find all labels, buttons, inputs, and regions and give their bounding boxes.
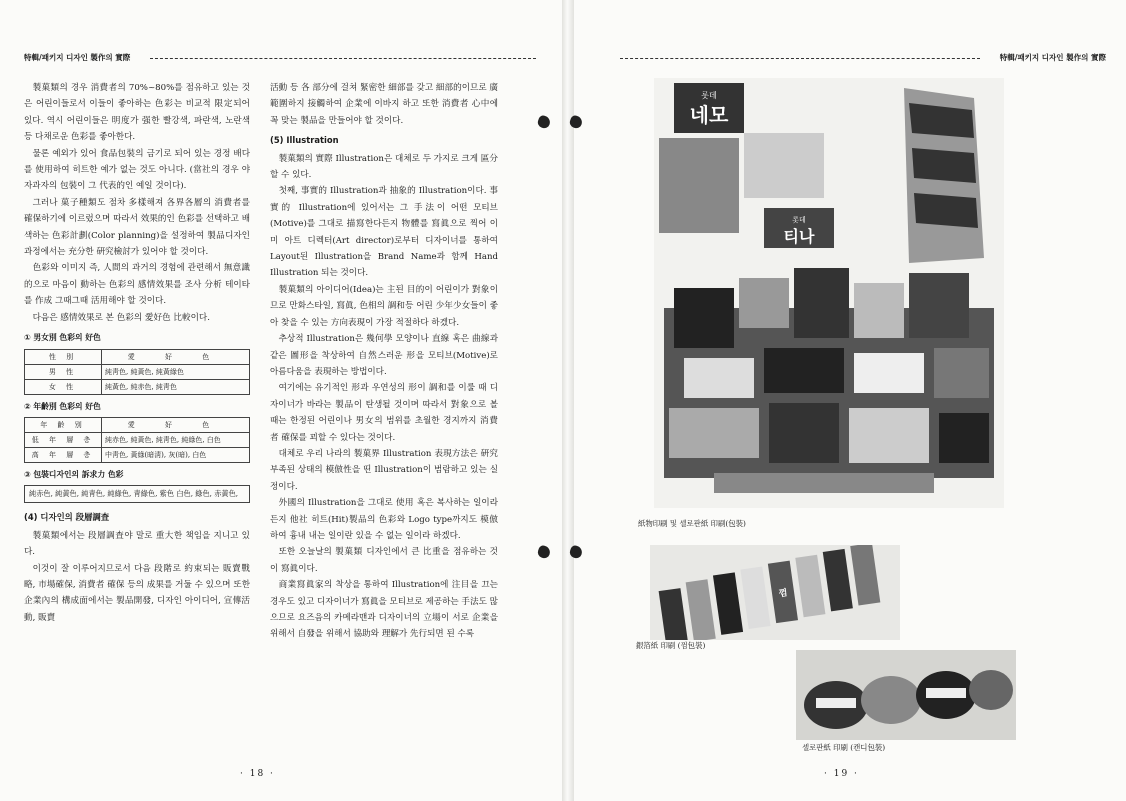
gum-package-photo (650, 545, 900, 640)
table-cell: 高 年 層 층 (25, 447, 102, 462)
gender-color-table (24, 349, 250, 395)
paragraph: 外國의 Illustration을 그대로 使用 혹은 복사하는 일이라든지 他社 히트(Hit)製品의 色彩와 Logo type까지도 模倣하여 흉내 내는 일이란 있을 수 없는 일이라 하겠다. (270, 498, 498, 541)
snack-package-display-photo (654, 78, 1004, 508)
section-heading: (4) 디자인의 段層調査 (24, 512, 110, 523)
table-row (25, 417, 250, 432)
ink-blot-mark (536, 544, 551, 559)
paragraph: 製菓類의 實際 Illustration은 대체로 두 가지로 크게 區分할 수 있다. (270, 153, 498, 181)
appeal-color-box: 純赤色, 純黃色, 純靑色, 純綠色, 靑綠色, 紫色 白色, 綠色, 赤黃色, (24, 485, 250, 503)
table-row (25, 364, 250, 379)
box-title: ③ 包裝디자인의 訴求力 色彩 (24, 469, 124, 479)
package-box (659, 138, 739, 233)
table-row (25, 349, 250, 364)
paragraph: 製菓類에서는 段層調査야 말로 重大한 책임을 지니고 있다. (24, 530, 250, 558)
left-column (24, 80, 250, 626)
table-cell: 低 年 層 층 (25, 432, 102, 447)
paragraph: 製菓類의 경우 消費者의 70%~80%를 점유하고 있는 것은 어린이들로서 이들이 좋아하는 色彩는 비교적 限定되어 있다. 역시 어린이들은 明度가 强한 빨강색, 파란색, 노란색 등 다채로운 色彩를 좋아한다. (24, 83, 250, 143)
package-box (744, 133, 824, 198)
table-cell: 純黃色, 純赤色, 純靑色 (102, 379, 250, 394)
section-heading: (5) Illustration (270, 135, 339, 146)
left-page (0, 0, 562, 801)
paragraph: 商業寫眞家의 착상을 통하여 Illustration에 注目을 끄는 경우도 있고 디자이너가 寫眞을 모티브로 제공하는 手法도 많으므로 요즈음의 카메라맨과 디자이너의 立場이 서로 企業을 위해서 自發을 위해서 協助와 理解가 先行되면 된 수록 (270, 580, 498, 640)
page-number: · 19 · (824, 769, 859, 779)
photo-caption: 紙物印刷 및 셀로판紙 印刷(包裝) (638, 519, 746, 528)
paragraph: 또한 오늘날의 製菓類 디자인에서 큰 比重을 점유하는 것이 寫眞이다. (270, 547, 498, 574)
package-name-label: 네모 (689, 103, 729, 127)
header-rule (620, 58, 980, 59)
table-cell: 愛 好 色 (102, 417, 250, 432)
running-head: 特輯/패키지 디자인 製作의 實際 (24, 53, 131, 62)
paragraph: 여기에는 유기적인 形과 우연성의 形이 調和를 이룰 때 디자이너가 바라는 製品이 탄생될 것이며 따라서 對象으로 볼 때는 한정된 어린이나 男女의 범위를 초월한 경지까지 消費者 確保를 꾀할 수 있다는 것이다. (270, 383, 498, 443)
paragraph: 다음은 感情效果로 본 色彩의 愛好色 比較이다. (32, 312, 210, 323)
paragraph: 첫째, 事實的 Illustration과 抽象的 Illustration이다. 事實的 Illustration에 있어서는 그 手法이 어떤 모티브(Motive)를 그대로 描寫한다든지 物體를 寫眞으로 찍어 이미 아트 디렉터(Art director)로부터 디자이너를 통하여 Layout된 Illustration을 Brand Name과 함께 Hand Illustration 되는 것이다. (270, 186, 498, 279)
table-cell: 男 性 (25, 364, 102, 379)
package-box-nemo (674, 83, 744, 133)
paragraph: 活動 등 各 部分에 걸쳐 緊密한 細部를 갖고 細部的이므로 廣範圍하지 接觸하여 企業에 이바지 하고 또한 消費者 心中에 꼭 맞는 製品을 만들어야 할 것이다. (270, 83, 498, 126)
package-box-tina (764, 208, 834, 248)
paragraph: 물론 예외가 있어 食品包裝의 금기로 되어 있는 경정 배다를 使用하여 히트한 예가 없는 것도 아니다. (當社의 경우 야자과자의 包裝이 그 代表的인 예일 것이다). (24, 148, 250, 192)
ink-blot-mark (536, 114, 551, 129)
paragraph: 製菓類의 아이디어(Idea)는 主된 目的이 어린이가 對象이므로 만화스타일, 寫眞, 色相의 調和등 어린 少年少女들이 좋아 찾을 수 있는 方向表現이 가장 적절하다 하겠다. (270, 284, 498, 328)
right-page (574, 0, 1126, 801)
table-title: ① 男女別 色彩의 好色 (24, 333, 101, 343)
table-cell: 年 齡 別 (25, 417, 102, 432)
running-head: 特輯/패키지 디자인 製作의 實際 (999, 53, 1106, 62)
table-cell: 女 性 (25, 379, 102, 394)
candy-package-photo (796, 650, 1016, 740)
display-stand (904, 88, 984, 263)
paragraph: 대체로 우리 나라의 製菓界 Illustration 表現方法은 硏究부족된 상태의 模倣性을 띤 Illustration이 범람하고 있는 실정이다. (270, 448, 498, 492)
table-row (25, 447, 250, 462)
package-name-label: 껌 (778, 588, 789, 600)
photo-caption: 銀箔紙 印刷 (껌包裝) (636, 641, 706, 650)
paragraph: 이것이 잘 이루어지므로서 다음 段階로 約束되는 販賣戰略, 市場確保, 消費者 確保 등의 成果를 거둘 수 있으며 또한 企業內의 構成面에서는 製品開發, 디자인 아이디어, 宣傳活動, 販賣 (24, 563, 250, 623)
package-stack (664, 268, 994, 493)
header-rule (150, 58, 536, 59)
paragraph: 그러나 菓子種類도 점차 多樣해져 各界各層의 消費者를 確保하기에 이르렀으며 따라서 效果的인 色彩를 선택하고 배색하는 色彩計劃(Color planning)을 설정하여 製品디자인 과정에서는 充分한 硏究檢討가 있어야 할 것이다. (24, 197, 250, 258)
table-cell: 純靑色, 純黃色, 純黃綠色 (102, 364, 250, 379)
page-number: · 18 · (240, 769, 275, 779)
package-brand-label: 롯데 (701, 91, 717, 100)
gum-packs (656, 545, 883, 640)
table-row (25, 432, 250, 447)
right-column (270, 80, 498, 643)
package-brand-label: 롯데 (792, 216, 806, 224)
package-name-label: 티나 (783, 227, 815, 246)
table-row (25, 379, 250, 394)
table-cell: 愛 好 色 (102, 349, 250, 364)
photo-caption: 셀로판紙 印刷 (캔디包裝) (802, 743, 886, 752)
paragraph: 추상적 Illustration은 幾何學 모양이나 直線 혹은 曲線과 같은 圖形을 착상하여 自然스러운 形을 모티브(Motive)로 아름다움을 表現하는 방법이다. (270, 334, 498, 377)
table-cell: 中靑色, 黃綠(暗淸), 灰(暗), 白色 (102, 447, 250, 462)
table-title: ② 年齡別 色彩의 好色 (24, 401, 101, 411)
paragraph: 色彩와 이미지 즉, 人間의 과거의 경험에 관련해서 無意識的으로 마음이 動하는 色彩의 感情效果를 조사 分析 테이타를 作成 그때그때 活用해야 할 것이다. (24, 263, 250, 307)
table-cell: 性 別 (25, 349, 102, 364)
age-color-table (24, 417, 250, 463)
table-cell: 純赤色, 純黃色, 純靑色, 純綠色, 白色 (102, 432, 250, 447)
